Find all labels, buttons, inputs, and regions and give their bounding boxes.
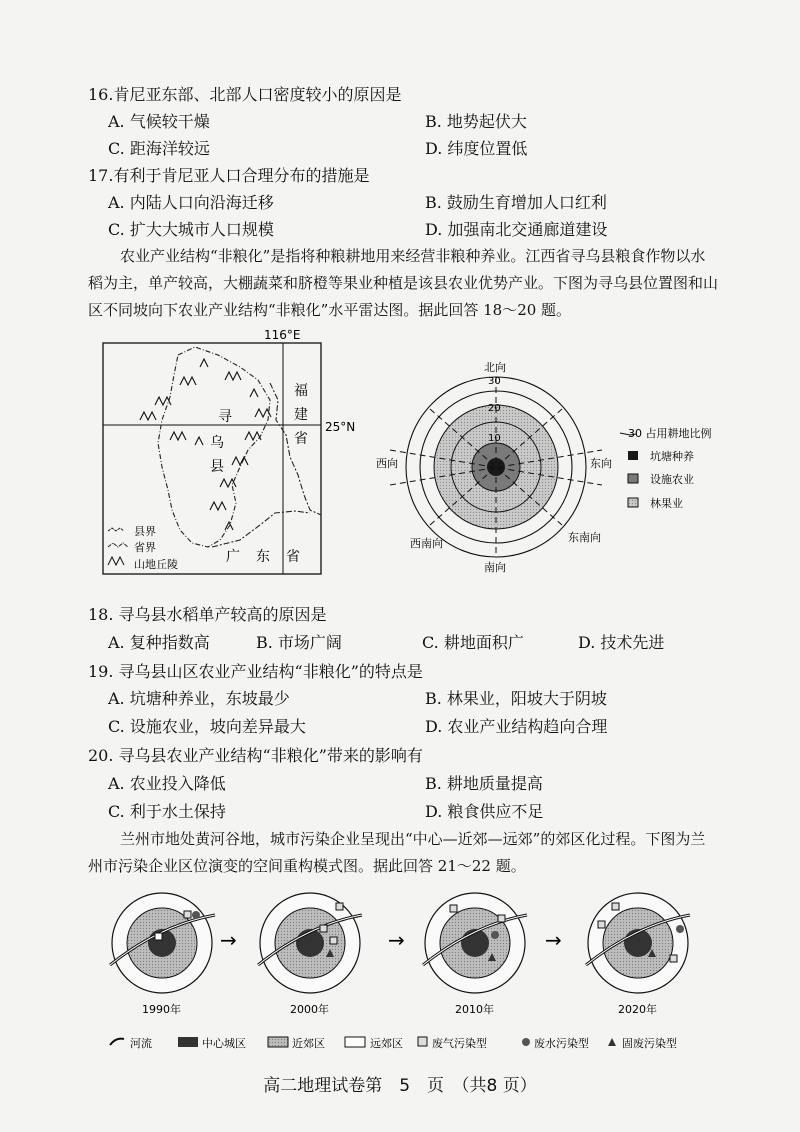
- arrow-2: →: [388, 928, 405, 952]
- meridian-label: 116°E: [264, 328, 301, 342]
- stage-2000: [258, 893, 362, 1016]
- legend-water: 废水污染型: [534, 1037, 589, 1050]
- legend-near: 近郊区: [292, 1037, 325, 1050]
- stage-2020: [586, 893, 690, 1016]
- q17-option-d: D. 加强南北交通廊道建设: [425, 220, 608, 239]
- legend-province-border: 省界: [134, 541, 156, 554]
- q19-stem: 19. 寻乌县山区农业产业结构“非粮化”的特点是: [88, 662, 423, 681]
- parallel-label: 25°N: [325, 420, 356, 434]
- passage1-line3: 区不同坡向下农业产业结构“非粮化”水平雷达图。据此回答 18～20 题。: [88, 301, 572, 319]
- county-label-2: 乌: [210, 435, 224, 451]
- passage2-line2: 州市污染企业区位演变的空间重构模式图。据此回答 21～22 题。: [88, 857, 526, 875]
- tick-10: 10: [488, 433, 501, 444]
- q19-option-a: A. 坑塘种养业，东坡最少: [108, 689, 290, 708]
- dir-north: 北向: [484, 361, 506, 374]
- stage-2000-label: 2000年: [290, 1003, 329, 1016]
- q19-option-d: D. 农业产业结构趋向合理: [425, 717, 608, 736]
- q18-option-c: C. 耕地面积广: [422, 633, 524, 652]
- passage1-line1: 农业产业结构“非粮化”是指将种粮耕地用来经营非粮种养业。江西省寻乌县粮食作物以水: [120, 247, 706, 265]
- fujian-label-2: 建: [294, 407, 308, 423]
- q18-stem: 18. 寻乌县水稻单产较高的原因是: [88, 605, 327, 624]
- legend-orchard: 林果业: [650, 497, 683, 510]
- dir-ese: 东南向: [568, 531, 601, 544]
- passage2-line1: 兰州市地处黄河谷地，城市污染企业呈现出“中心—近郊—远郊”的郊区化过程。下图为兰: [120, 830, 706, 848]
- dir-wsw: 西南向: [410, 537, 443, 550]
- dir-south: 南向: [484, 561, 506, 574]
- guangdong-label-2: 东: [256, 549, 270, 565]
- q17-stem: 17.有利于肯尼亚人口合理分布的措施是: [88, 166, 370, 185]
- q20-option-c: C. 利于水土保持: [108, 802, 226, 821]
- passage1-line2: 稻为主，单产较高，大棚蔬菜和脐橙等果业种植是该县农业优势产业。下图为寻乌县位置图和山: [88, 274, 719, 292]
- county-label-1: 寻: [218, 409, 232, 425]
- q20-option-b: B. 耕地质量提高: [425, 774, 543, 793]
- q16-stem: 16.肯尼亚东部、北部人口密度较小的原因是: [88, 85, 402, 104]
- stage-2010-label: 2010年: [455, 1003, 494, 1016]
- stage-diagram: [100, 885, 710, 1055]
- q17-option-b: B. 鼓励生育增加人口红利: [425, 193, 607, 212]
- dir-west: 西向: [376, 457, 398, 470]
- stage-2020-label: 2020年: [618, 1003, 657, 1016]
- legend-gas: 废气污染型: [432, 1037, 487, 1050]
- q16-option-c: C. 距海洋较远: [108, 139, 210, 158]
- county-label-3: 县: [210, 459, 224, 475]
- q16-option-b: B. 地势起伏大: [425, 112, 527, 131]
- location-map: [100, 325, 370, 580]
- stage-1990-label: 1990年: [142, 1003, 181, 1016]
- stage-1990: [110, 893, 215, 1016]
- legend-river: 河流: [130, 1037, 152, 1050]
- arrow-1: →: [220, 928, 237, 952]
- q19-option-b: B. 林果业，阳坡大于阴坡: [425, 689, 607, 708]
- tick-30: 30: [488, 376, 501, 387]
- q18-option-d: D. 技术先进: [578, 633, 665, 652]
- arrow-3: →: [545, 928, 562, 952]
- legend-hills: 山地丘陵: [134, 558, 178, 571]
- province-border: [270, 383, 321, 515]
- q17-option-a: A. 内陆人口向沿海迁移: [108, 193, 274, 212]
- legend-scale: 30 占用耕地比例: [628, 427, 712, 440]
- fujian-label-1: 福: [294, 383, 308, 399]
- q20-stem: 20. 寻乌县农业产业结构“非粮化”带来的影响有: [88, 746, 423, 765]
- fujian-label-3: 省: [294, 431, 308, 447]
- q16-option-d: D. 纬度位置低: [425, 139, 528, 158]
- q18-option-b: B. 市场广阔: [256, 633, 342, 652]
- dir-east: 东向: [590, 457, 612, 470]
- q20-option-d: D. 粮食供应不足: [425, 802, 544, 821]
- q16-option-a: A. 气候较干燥: [108, 112, 210, 131]
- page-footer: 高二地理试卷第 5 页 （共8 页）: [263, 1076, 537, 1096]
- legend-far: 远郊区: [370, 1037, 403, 1050]
- q19-option-c: C. 设施农业，坡向差异最大: [108, 717, 306, 736]
- q20-option-a: A. 农业投入降低: [108, 774, 226, 793]
- legend-pond: 坑塘种养: [650, 450, 694, 463]
- guangdong-label-3: 省: [286, 549, 300, 565]
- q18-option-a: A. 复种指数高: [108, 633, 210, 652]
- stage-2010: [423, 893, 527, 1016]
- tick-20: 20: [488, 403, 501, 414]
- legend-facility: 设施农业: [650, 473, 694, 486]
- radar-chart: [370, 355, 770, 580]
- legend-county-border: 县界: [134, 525, 156, 538]
- legend-solid: 固废污染型: [622, 1037, 677, 1050]
- guangdong-label-1: 广: [226, 549, 240, 565]
- hills: [140, 359, 271, 530]
- q17-option-c: C. 扩大大城市人口规模: [108, 220, 274, 239]
- legend-center: 中心城区: [202, 1037, 246, 1050]
